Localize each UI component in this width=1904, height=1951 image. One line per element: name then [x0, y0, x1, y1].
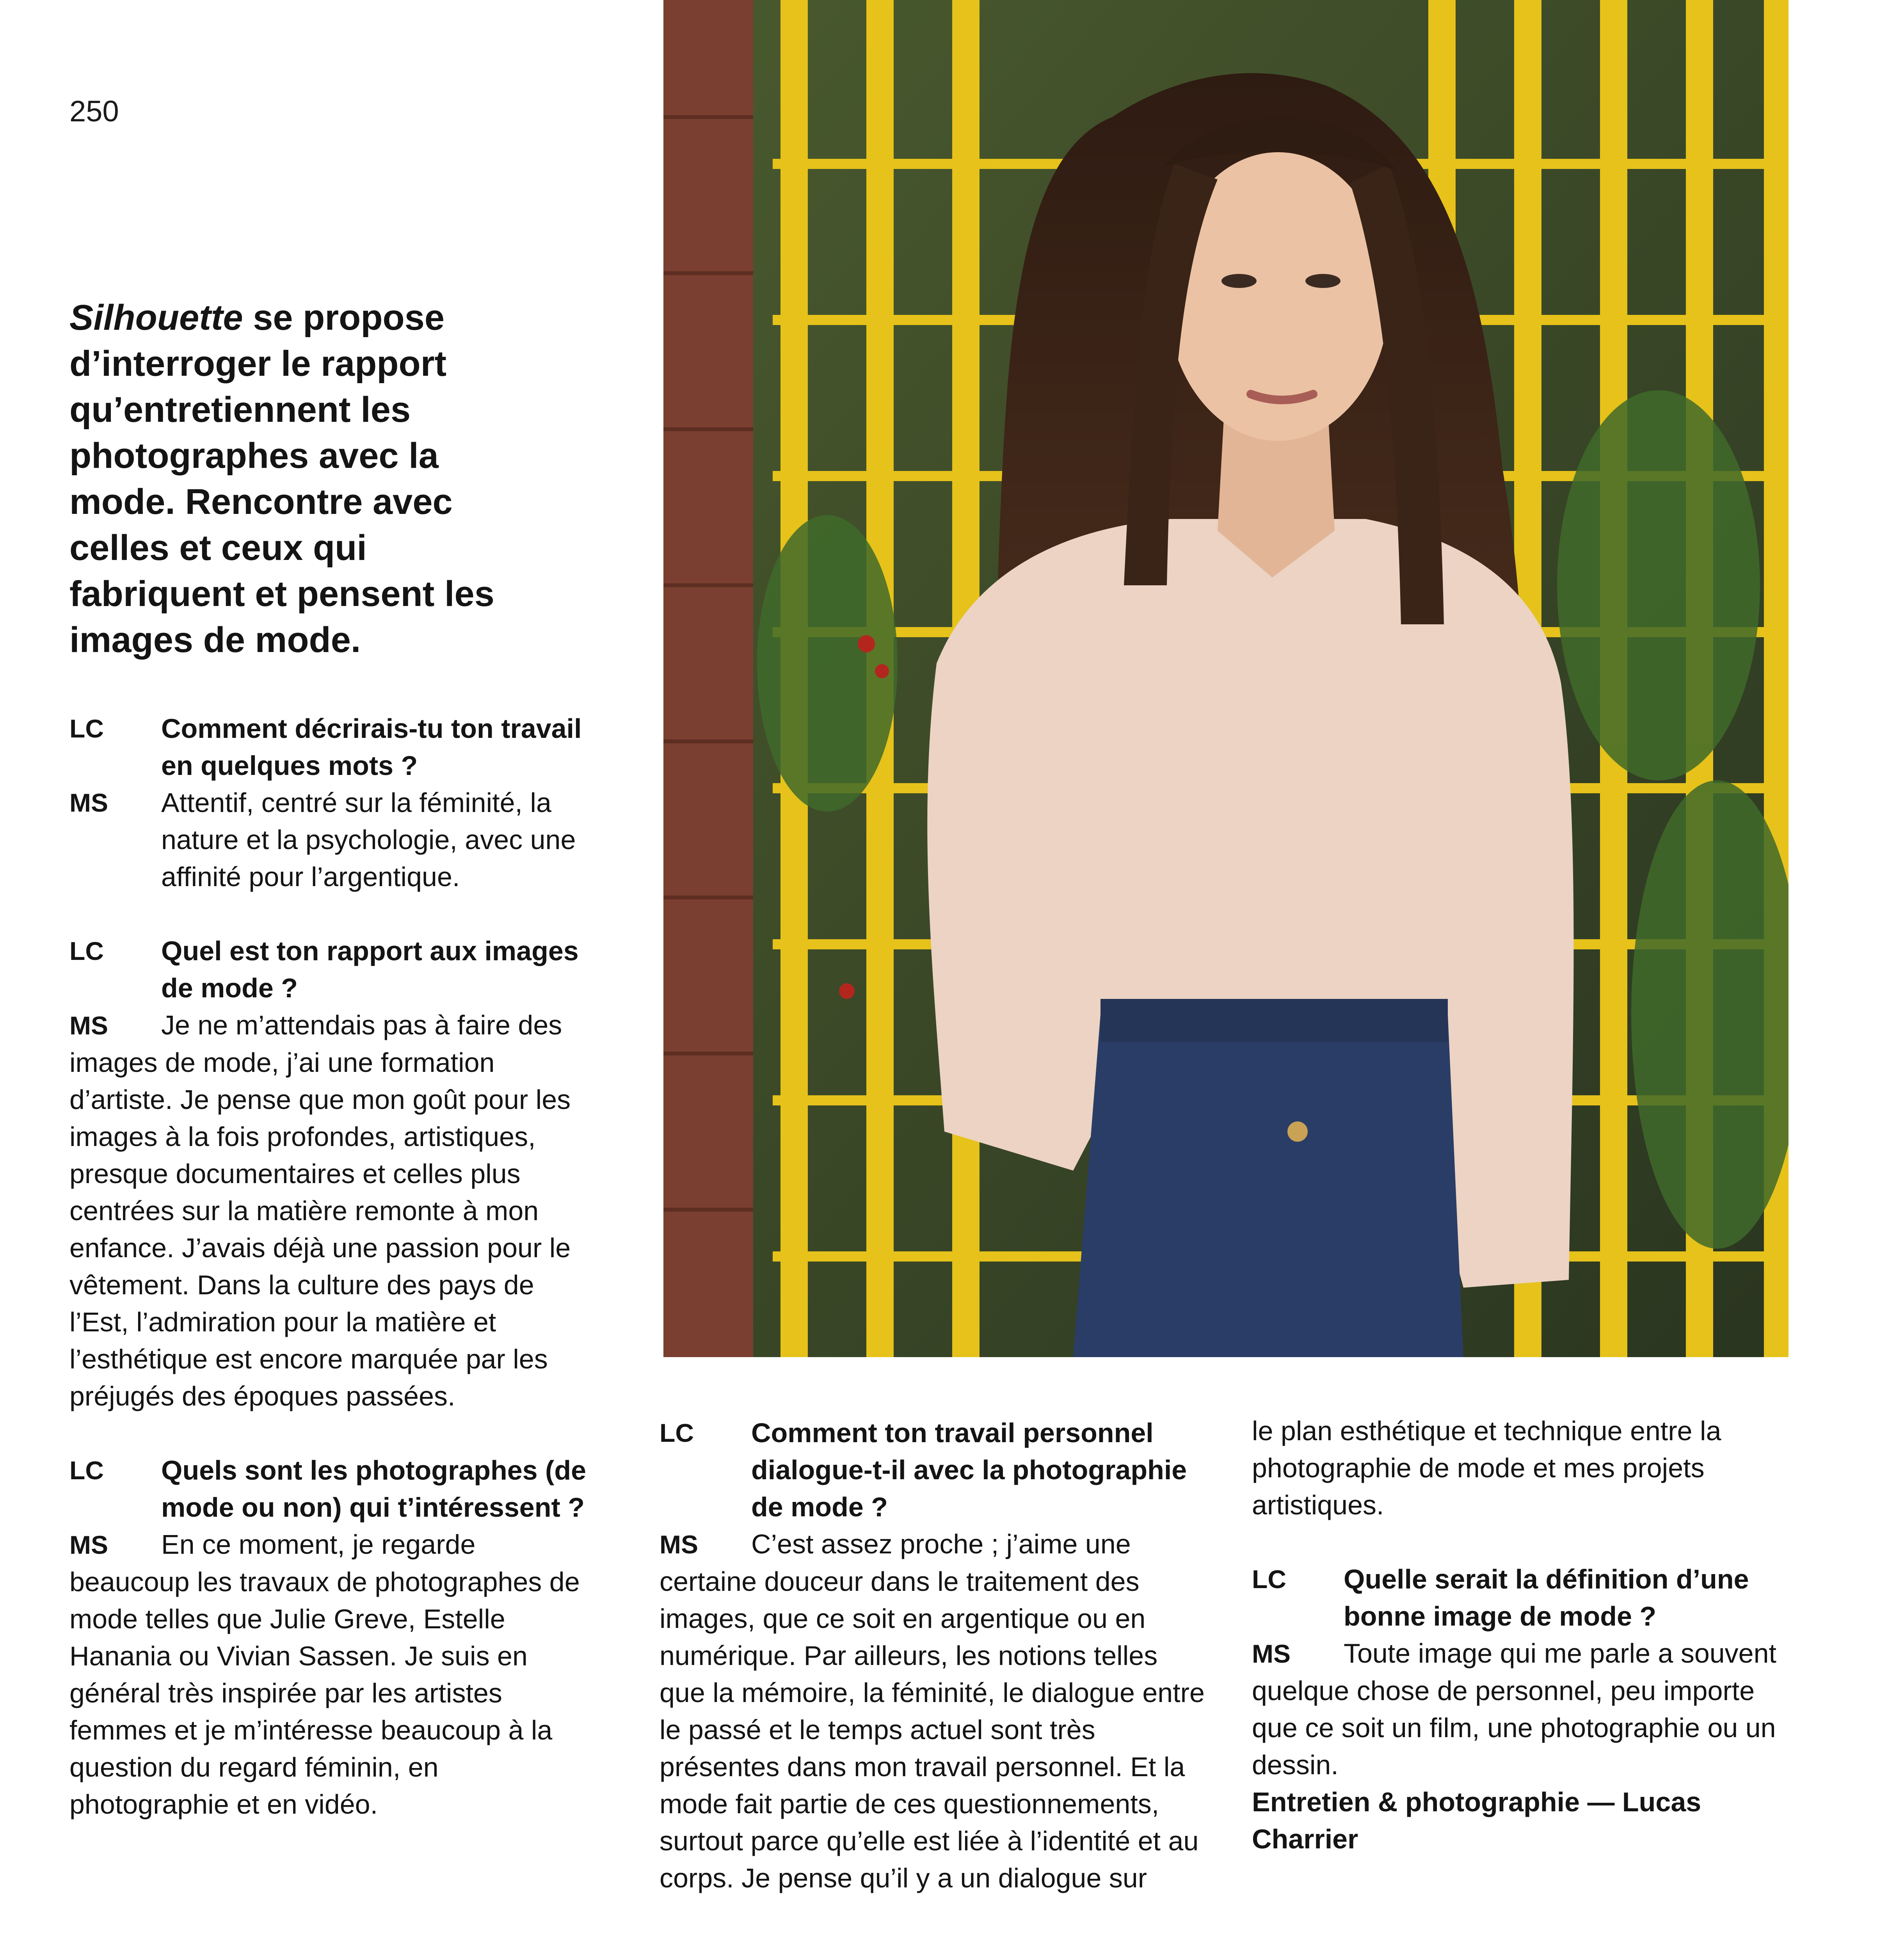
question-text: Comment décrirais-tu ton travail en quelques mots ?	[161, 713, 582, 781]
answer-text: Je ne m’attendais pas à faire des images de mode, j’ai une formation d’artiste. Je pense que mon goût pour les images à la fois profondes, artistiques, presque documentaires et celles plus centrées sur la matière remonte à mon enfance. J’avais déjà une passion pour le vêtement. Dans la culture des pays de l’Est, l’admiration pour la matière et l’esthétique est encore marquée par les préjugés des époques passées.	[69, 1010, 571, 1411]
answer-text: Attentif, centré sur la féminité, la nature et la psychologie, avec une affinité pour l’argentique.	[161, 787, 576, 892]
page-number: 250	[69, 95, 119, 128]
credit-line: Entretien & photographie — Lucas Charrier	[1252, 1787, 1701, 1854]
intro-text: se propose d’interroger le rapport qu’entretiennent les photographes avec la mode. Rencontre avec celles et ceux qui fabriquent et pensent les images de mode.	[69, 298, 494, 660]
speaker-label: MS	[1252, 1639, 1291, 1668]
question-text: Comment ton travail personnel dialogue-t-il avec la photographie de mode ?	[751, 1418, 1187, 1522]
qa-block	[1252, 1561, 1798, 1784]
magazine-title: Silhouette	[69, 298, 243, 338]
speaker-label: LC	[1252, 1565, 1286, 1594]
interview-column-2	[660, 1414, 1206, 1934]
speaker-label: MS	[69, 1011, 108, 1040]
answer-continuation: le plan esthétique et technique entre la photographie de mode et mes projets artistiques.	[1252, 1416, 1721, 1520]
speaker-label: MS	[69, 1530, 108, 1559]
interview-column-1	[69, 710, 592, 1860]
qa-block	[69, 1452, 592, 1823]
speaker-label: LC	[660, 1418, 694, 1447]
answer-text: Toute image qui me parle a souvent quelque chose de personnel, peu importe que ce soit un film, une photographie ou un dessin.	[1252, 1638, 1776, 1780]
speaker-label: LC	[69, 714, 104, 743]
portrait-photo	[663, 0, 1788, 1357]
speaker-label: LC	[69, 936, 104, 965]
interview-column-3	[1252, 1413, 1798, 1858]
qa-block	[69, 933, 592, 1415]
qa-block	[69, 710, 592, 896]
speaker-label: MS	[660, 1530, 698, 1559]
speaker-label: LC	[69, 1456, 104, 1485]
intro-paragraph	[69, 295, 549, 663]
speaker-label: MS	[69, 788, 108, 817]
answer-text: C’est assez proche ; j’aime une certaine douceur dans le traitement des images, que ce soit en argentique ou en numérique. Par ailleurs, les notions telles que la mémoire, la féminité, le dialogue entre le passé et le temps actuel sont très présentes dans mon travail personnel. Et la mode fait partie de ces questionnements, surtout parce qu’elle est liée à l’identité et au corps. Je pense qu’il y a un dialogue sur	[660, 1529, 1205, 1893]
answer-text: En ce moment, je regarde beaucoup les travaux de photographes de mode telles que Julie Greve, Estelle Hanania ou Vivian Sassen. Je suis en général très inspirée par les artistes femmes et je m’intéresse beaucoup à la question du regard féminin, en photographie et en vidéo.	[69, 1529, 580, 1820]
question-text: Quelle serait la définition d’une bonne image de mode ?	[1344, 1564, 1749, 1631]
qa-block	[660, 1414, 1206, 1897]
portrait-illustration	[663, 0, 1788, 1357]
question-text: Quels sont les photographes (de mode ou non) qui t’intéressent ?	[161, 1455, 587, 1523]
question-text: Quel est ton rapport aux images de mode ?	[161, 936, 579, 1003]
